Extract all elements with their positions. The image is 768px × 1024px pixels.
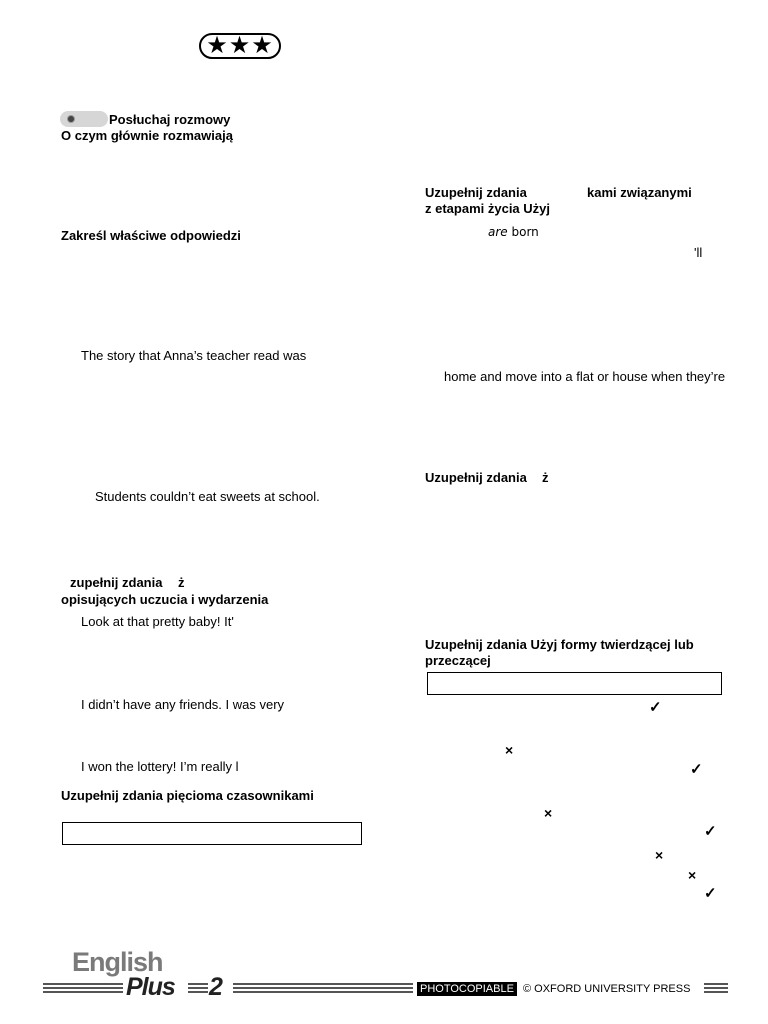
audio-cd-icon[interactable] bbox=[60, 111, 108, 127]
logo-number: 2 bbox=[209, 973, 222, 1001]
cross-mark-1: × bbox=[505, 742, 514, 758]
tick-mark-4: ✓ bbox=[704, 885, 717, 902]
feelings-title-letter: ż bbox=[178, 575, 185, 590]
copyright-label: © OXFORD UNIVERSITY PRESS bbox=[523, 983, 691, 995]
question-story: The story that Anna’s teacher read was bbox=[81, 348, 307, 363]
tick-mark-1: ✓ bbox=[649, 699, 662, 716]
ex-z-title: Uzupełnij zdania bbox=[425, 470, 527, 485]
affirm-neg-title-a: Uzupełnij zdania Użyj formy twierdzącej lub bbox=[425, 637, 694, 652]
logo-english: English bbox=[72, 947, 163, 977]
affirm-neg-title-b: przeczącej bbox=[425, 653, 491, 668]
footer-rule-mid bbox=[188, 983, 208, 996]
cd-hole-icon bbox=[67, 115, 75, 123]
photocopiable-label: PHOTOCOPIABLE bbox=[417, 982, 517, 996]
example-italic: are bbox=[488, 225, 508, 239]
life-stages-sentence: home and move into a flat or house when they’re bbox=[444, 369, 726, 384]
feelings-item-1: Look at that pretty baby! It' bbox=[81, 614, 234, 629]
circle-instruction: Zakreśl właściwe odpowiedzi bbox=[61, 228, 241, 243]
footer-rule-left bbox=[43, 983, 123, 996]
difficulty-stars: ★★★ bbox=[199, 33, 281, 59]
life-stages-example bbox=[488, 225, 539, 239]
cross-mark-4: × bbox=[688, 867, 697, 883]
feelings-item-3: I won the lottery! I’m really l bbox=[81, 759, 239, 774]
life-stages-fragment: 'll bbox=[694, 245, 703, 260]
footer-rule-center bbox=[233, 983, 413, 996]
footer-rule-right bbox=[704, 983, 728, 996]
life-stages-title-c: z etapami życia Użyj bbox=[425, 201, 550, 216]
listening-subtitle: O czym głównie rozmawiają bbox=[61, 128, 233, 143]
tick-mark-3: ✓ bbox=[704, 823, 717, 840]
cross-mark-2: × bbox=[544, 805, 553, 821]
life-stages-title-b: kami związanymi bbox=[587, 185, 692, 200]
life-stages-title-a: Uzupełnij zdania bbox=[425, 185, 527, 200]
affirm-neg-word-box bbox=[427, 672, 722, 695]
feelings-title: zupełnij zdania bbox=[70, 575, 163, 590]
listening-title: Posłuchaj rozmowy bbox=[109, 112, 231, 127]
feelings-item-2: I didn’t have any friends. I was very bbox=[81, 697, 285, 712]
logo-plus: Plus bbox=[126, 973, 175, 1001]
ex-z-letter: ż bbox=[542, 470, 549, 485]
verbs-title: Uzupełnij zdania pięcioma czasownikami bbox=[61, 788, 314, 803]
verbs-word-box bbox=[62, 822, 362, 845]
feelings-subtitle: opisujących uczucia i wydarzenia bbox=[61, 592, 269, 607]
example-word: born bbox=[511, 225, 539, 239]
tick-mark-2: ✓ bbox=[690, 761, 703, 778]
cross-mark-3: × bbox=[655, 847, 664, 863]
question-students: Students couldn’t eat sweets at school. bbox=[95, 489, 320, 504]
